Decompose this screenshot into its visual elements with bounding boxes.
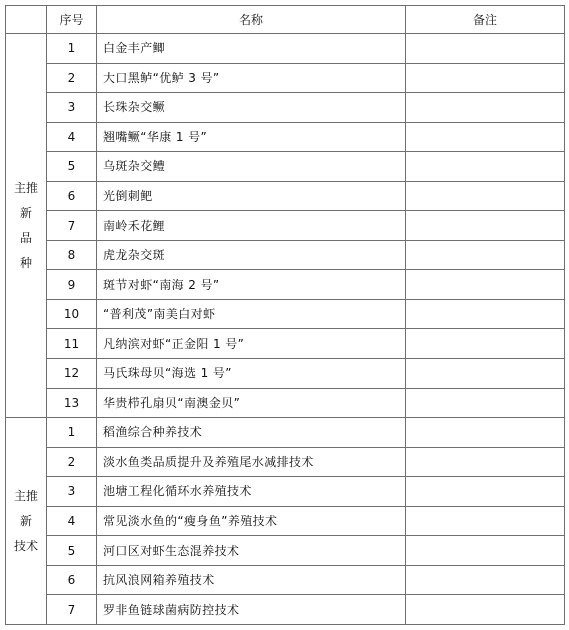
table-row	[6, 447, 565, 477]
row-index: 7	[47, 211, 97, 241]
row-name: 抗风浪网箱养殖技术	[97, 565, 406, 595]
table-row	[6, 329, 565, 359]
section-label-part: 技术	[13, 538, 38, 553]
header-note: 备注	[406, 6, 565, 34]
row-name: 大口黑鲈“优鲈 3 号”	[97, 63, 406, 93]
row-name: 罗非鱼链球菌病防控技术	[97, 595, 406, 625]
row-index: 2	[47, 63, 97, 93]
row-name: 常见淡水鱼的“瘦身鱼”养殖技术	[97, 506, 406, 536]
table-row	[6, 299, 565, 329]
table-row	[6, 418, 565, 448]
header-category	[6, 6, 47, 34]
row-name: 乌斑杂交鳢	[97, 152, 406, 182]
row-name: 凡纳滨对虾“正金阳 1 号”	[97, 329, 406, 359]
row-note	[406, 93, 565, 123]
section-label	[6, 418, 47, 625]
table-row	[6, 477, 565, 507]
table-row	[6, 93, 565, 123]
row-index: 5	[47, 152, 97, 182]
table-row	[6, 240, 565, 270]
row-note	[406, 181, 565, 211]
row-name: 稻渔综合种养技术	[97, 418, 406, 448]
row-name: 虎龙杂交斑	[97, 240, 406, 270]
row-note	[406, 595, 565, 625]
row-index: 11	[47, 329, 97, 359]
table-row	[6, 122, 565, 152]
row-note	[406, 211, 565, 241]
row-note	[406, 270, 565, 300]
row-name: 马氏珠母贝“海选 1 号”	[97, 359, 406, 389]
row-name: 白金丰产鲫	[97, 34, 406, 64]
table-row	[6, 63, 565, 93]
row-note	[406, 565, 565, 595]
row-note	[406, 34, 565, 64]
row-note	[406, 299, 565, 329]
row-index: 8	[47, 240, 97, 270]
table-body	[6, 34, 565, 625]
row-index: 4	[47, 122, 97, 152]
table-row	[6, 181, 565, 211]
row-name: 华贵栉孔扇贝“南澳金贝”	[97, 388, 406, 418]
row-index: 6	[47, 181, 97, 211]
row-note	[406, 240, 565, 270]
row-note	[406, 536, 565, 566]
row-name: “普利茂”南美白对虾	[97, 299, 406, 329]
table-row	[6, 359, 565, 389]
row-index: 4	[47, 506, 97, 536]
row-index: 2	[47, 447, 97, 477]
table-header	[6, 6, 565, 34]
row-name: 南岭禾花鲤	[97, 211, 406, 241]
section-label-part: 种	[19, 255, 32, 270]
row-note	[406, 63, 565, 93]
table-row	[6, 506, 565, 536]
row-index: 1	[47, 418, 97, 448]
section-label-part: 新	[19, 513, 32, 528]
section-label	[6, 34, 47, 418]
variety-technology-table	[5, 5, 565, 625]
table-row	[6, 388, 565, 418]
header-index: 序号	[47, 6, 97, 34]
table-row	[6, 211, 565, 241]
row-note	[406, 359, 565, 389]
row-name: 斑节对虾“南海 2 号”	[97, 270, 406, 300]
row-name: 光倒刺鲃	[97, 181, 406, 211]
row-note	[406, 506, 565, 536]
row-note	[406, 418, 565, 448]
row-name: 池塘工程化循环水养殖技术	[97, 477, 406, 507]
row-index: 10	[47, 299, 97, 329]
table-row	[6, 270, 565, 300]
row-index: 1	[47, 34, 97, 64]
section-label-part: 新	[19, 205, 32, 220]
row-index: 3	[47, 477, 97, 507]
table-row	[6, 152, 565, 182]
row-name: 淡水鱼类品质提升及养殖尾水减排技术	[97, 447, 406, 477]
row-note	[406, 447, 565, 477]
table-row	[6, 536, 565, 566]
section-label-part: 品	[19, 230, 32, 245]
row-note	[406, 122, 565, 152]
row-name: 长珠杂交鳜	[97, 93, 406, 123]
row-index: 12	[47, 359, 97, 389]
row-index: 5	[47, 536, 97, 566]
row-note	[406, 152, 565, 182]
table-row	[6, 595, 565, 625]
row-index: 6	[47, 565, 97, 595]
row-index: 9	[47, 270, 97, 300]
row-note	[406, 329, 565, 359]
table-row	[6, 565, 565, 595]
row-name: 河口区对虾生态混养技术	[97, 536, 406, 566]
section-label-part: 主推	[13, 488, 38, 503]
table-row	[6, 34, 565, 64]
row-note	[406, 388, 565, 418]
header-name: 名称	[97, 6, 406, 34]
row-index: 3	[47, 93, 97, 123]
section-label-part: 主推	[13, 180, 38, 195]
row-name: 翘嘴鳜“华康 1 号”	[97, 122, 406, 152]
row-index: 13	[47, 388, 97, 418]
header-row	[6, 6, 565, 34]
row-note	[406, 477, 565, 507]
row-index: 7	[47, 595, 97, 625]
